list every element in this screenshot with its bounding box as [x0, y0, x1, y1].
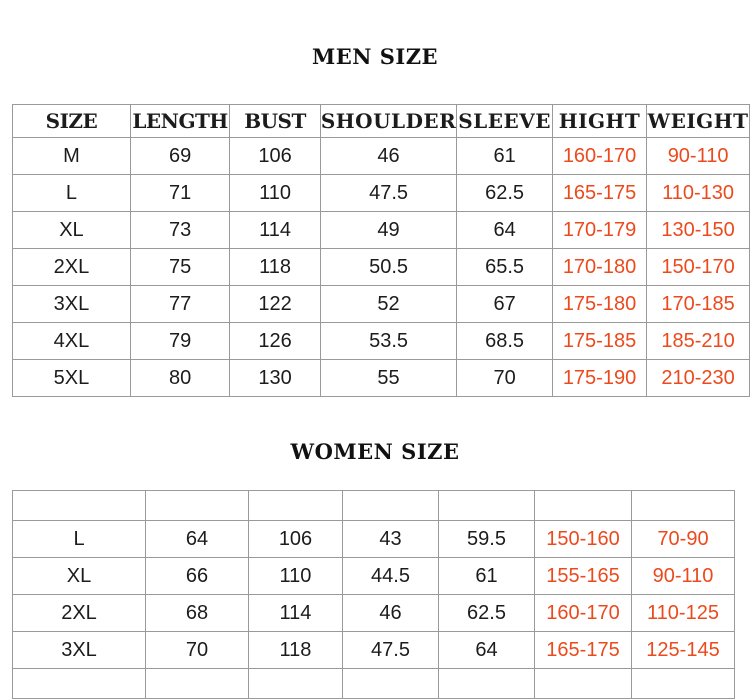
cell-length: 66	[146, 558, 249, 595]
empty-cell	[535, 669, 632, 699]
table-row	[13, 286, 750, 323]
cell-shoulder: 55	[320, 360, 456, 397]
cell-shoulder: 47.5	[320, 175, 456, 212]
cell-length: 68	[146, 595, 249, 632]
cell-size: 3XL	[13, 632, 146, 669]
table-row	[13, 138, 750, 175]
header-length: LENGTH	[130, 105, 229, 138]
cell-size: L	[13, 521, 146, 558]
cell-hight: 170-179	[552, 212, 646, 249]
cell-weight: 110-130	[647, 175, 750, 212]
cell-bust: 118	[230, 249, 321, 286]
men-size-title: MEN SIZE	[311, 44, 439, 69]
cell-size: 2XL	[13, 595, 146, 632]
header-sleeve: SLEEVE	[457, 105, 553, 138]
cell-bust: 110	[230, 175, 321, 212]
cell-weight: 90-110	[647, 138, 750, 175]
header-cell	[13, 491, 146, 521]
header-cell	[343, 491, 439, 521]
men-size-table	[12, 104, 750, 397]
cell-hight: 160-170	[535, 595, 632, 632]
header-bust: BUST	[230, 105, 321, 138]
cell-sleeve: 65.5	[457, 249, 553, 286]
cell-sleeve: 70	[457, 360, 553, 397]
header-weight: WEIGHT	[647, 105, 750, 138]
cell-sleeve: 61	[439, 558, 535, 595]
cell-sleeve: 61	[457, 138, 553, 175]
table-row	[13, 632, 735, 669]
cell-hight: 175-185	[552, 323, 646, 360]
cell-bust: 106	[230, 138, 321, 175]
cell-bust: 110	[249, 558, 343, 595]
cell-size: 3XL	[13, 286, 131, 323]
empty-cell	[632, 669, 735, 699]
cell-size: XL	[13, 558, 146, 595]
cell-hight: 155-165	[535, 558, 632, 595]
empty-row	[13, 669, 735, 699]
cell-bust: 114	[230, 212, 321, 249]
cell-size: XL	[13, 212, 131, 249]
cell-weight: 110-125	[632, 595, 735, 632]
cell-size: 5XL	[13, 360, 131, 397]
cell-weight: 185-210	[647, 323, 750, 360]
cell-shoulder: 46	[320, 138, 456, 175]
cell-shoulder: 43	[343, 521, 439, 558]
header-size: SIZE	[13, 105, 131, 138]
table-row	[13, 323, 750, 360]
cell-sleeve: 68.5	[457, 323, 553, 360]
cell-bust: 130	[230, 360, 321, 397]
cell-sleeve: 62.5	[439, 595, 535, 632]
cell-length: 64	[146, 521, 249, 558]
cell-length: 77	[130, 286, 229, 323]
cell-hight: 160-170	[552, 138, 646, 175]
cell-bust: 106	[249, 521, 343, 558]
cell-length: 79	[130, 323, 229, 360]
header-cell	[439, 491, 535, 521]
cell-shoulder: 47.5	[343, 632, 439, 669]
cell-hight: 175-190	[552, 360, 646, 397]
cell-weight: 210-230	[647, 360, 750, 397]
header-cell	[146, 491, 249, 521]
table-row	[13, 360, 750, 397]
cell-bust: 114	[249, 595, 343, 632]
cell-sleeve: 64	[457, 212, 553, 249]
cell-length: 69	[130, 138, 229, 175]
cell-weight: 170-185	[647, 286, 750, 323]
cell-sleeve: 67	[457, 286, 553, 323]
empty-cell	[439, 669, 535, 699]
empty-cell	[249, 669, 343, 699]
table-row	[13, 595, 735, 632]
cell-bust: 126	[230, 323, 321, 360]
cell-shoulder: 53.5	[320, 323, 456, 360]
cell-hight: 165-175	[535, 632, 632, 669]
header-cell	[249, 491, 343, 521]
cell-length: 75	[130, 249, 229, 286]
header-cell	[535, 491, 632, 521]
table-row	[13, 175, 750, 212]
cell-sleeve: 64	[439, 632, 535, 669]
women-size-title: WOMEN SIZE	[290, 439, 460, 464]
header-cell	[632, 491, 735, 521]
cell-weight: 150-170	[647, 249, 750, 286]
cell-hight: 150-160	[535, 521, 632, 558]
cell-weight: 90-110	[632, 558, 735, 595]
cell-shoulder: 50.5	[320, 249, 456, 286]
cell-weight: 70-90	[632, 521, 735, 558]
cell-sleeve: 62.5	[457, 175, 553, 212]
empty-cell	[343, 669, 439, 699]
table-row	[13, 212, 750, 249]
cell-bust: 122	[230, 286, 321, 323]
cell-sleeve: 59.5	[439, 521, 535, 558]
cell-hight: 175-180	[552, 286, 646, 323]
cell-hight: 170-180	[552, 249, 646, 286]
cell-length: 73	[130, 212, 229, 249]
cell-shoulder: 49	[320, 212, 456, 249]
women-size-table	[12, 490, 735, 699]
table-row	[13, 558, 735, 595]
cell-hight: 165-175	[552, 175, 646, 212]
cell-weight: 130-150	[647, 212, 750, 249]
header-shoulder: SHOULDER	[320, 105, 456, 138]
cell-shoulder: 44.5	[343, 558, 439, 595]
cell-shoulder: 46	[343, 595, 439, 632]
cell-length: 71	[130, 175, 229, 212]
cell-size: L	[13, 175, 131, 212]
cell-size: 2XL	[13, 249, 131, 286]
empty-cell	[13, 669, 146, 699]
cell-size: M	[13, 138, 131, 175]
table-row	[13, 521, 735, 558]
empty-cell	[146, 669, 249, 699]
cell-weight: 125-145	[632, 632, 735, 669]
cell-size: 4XL	[13, 323, 131, 360]
cell-shoulder: 52	[320, 286, 456, 323]
header-hight: HIGHT	[552, 105, 646, 138]
table-header-row	[13, 491, 735, 521]
table-header-row	[13, 105, 750, 138]
cell-length: 80	[130, 360, 229, 397]
table-row	[13, 249, 750, 286]
cell-length: 70	[146, 632, 249, 669]
cell-bust: 118	[249, 632, 343, 669]
